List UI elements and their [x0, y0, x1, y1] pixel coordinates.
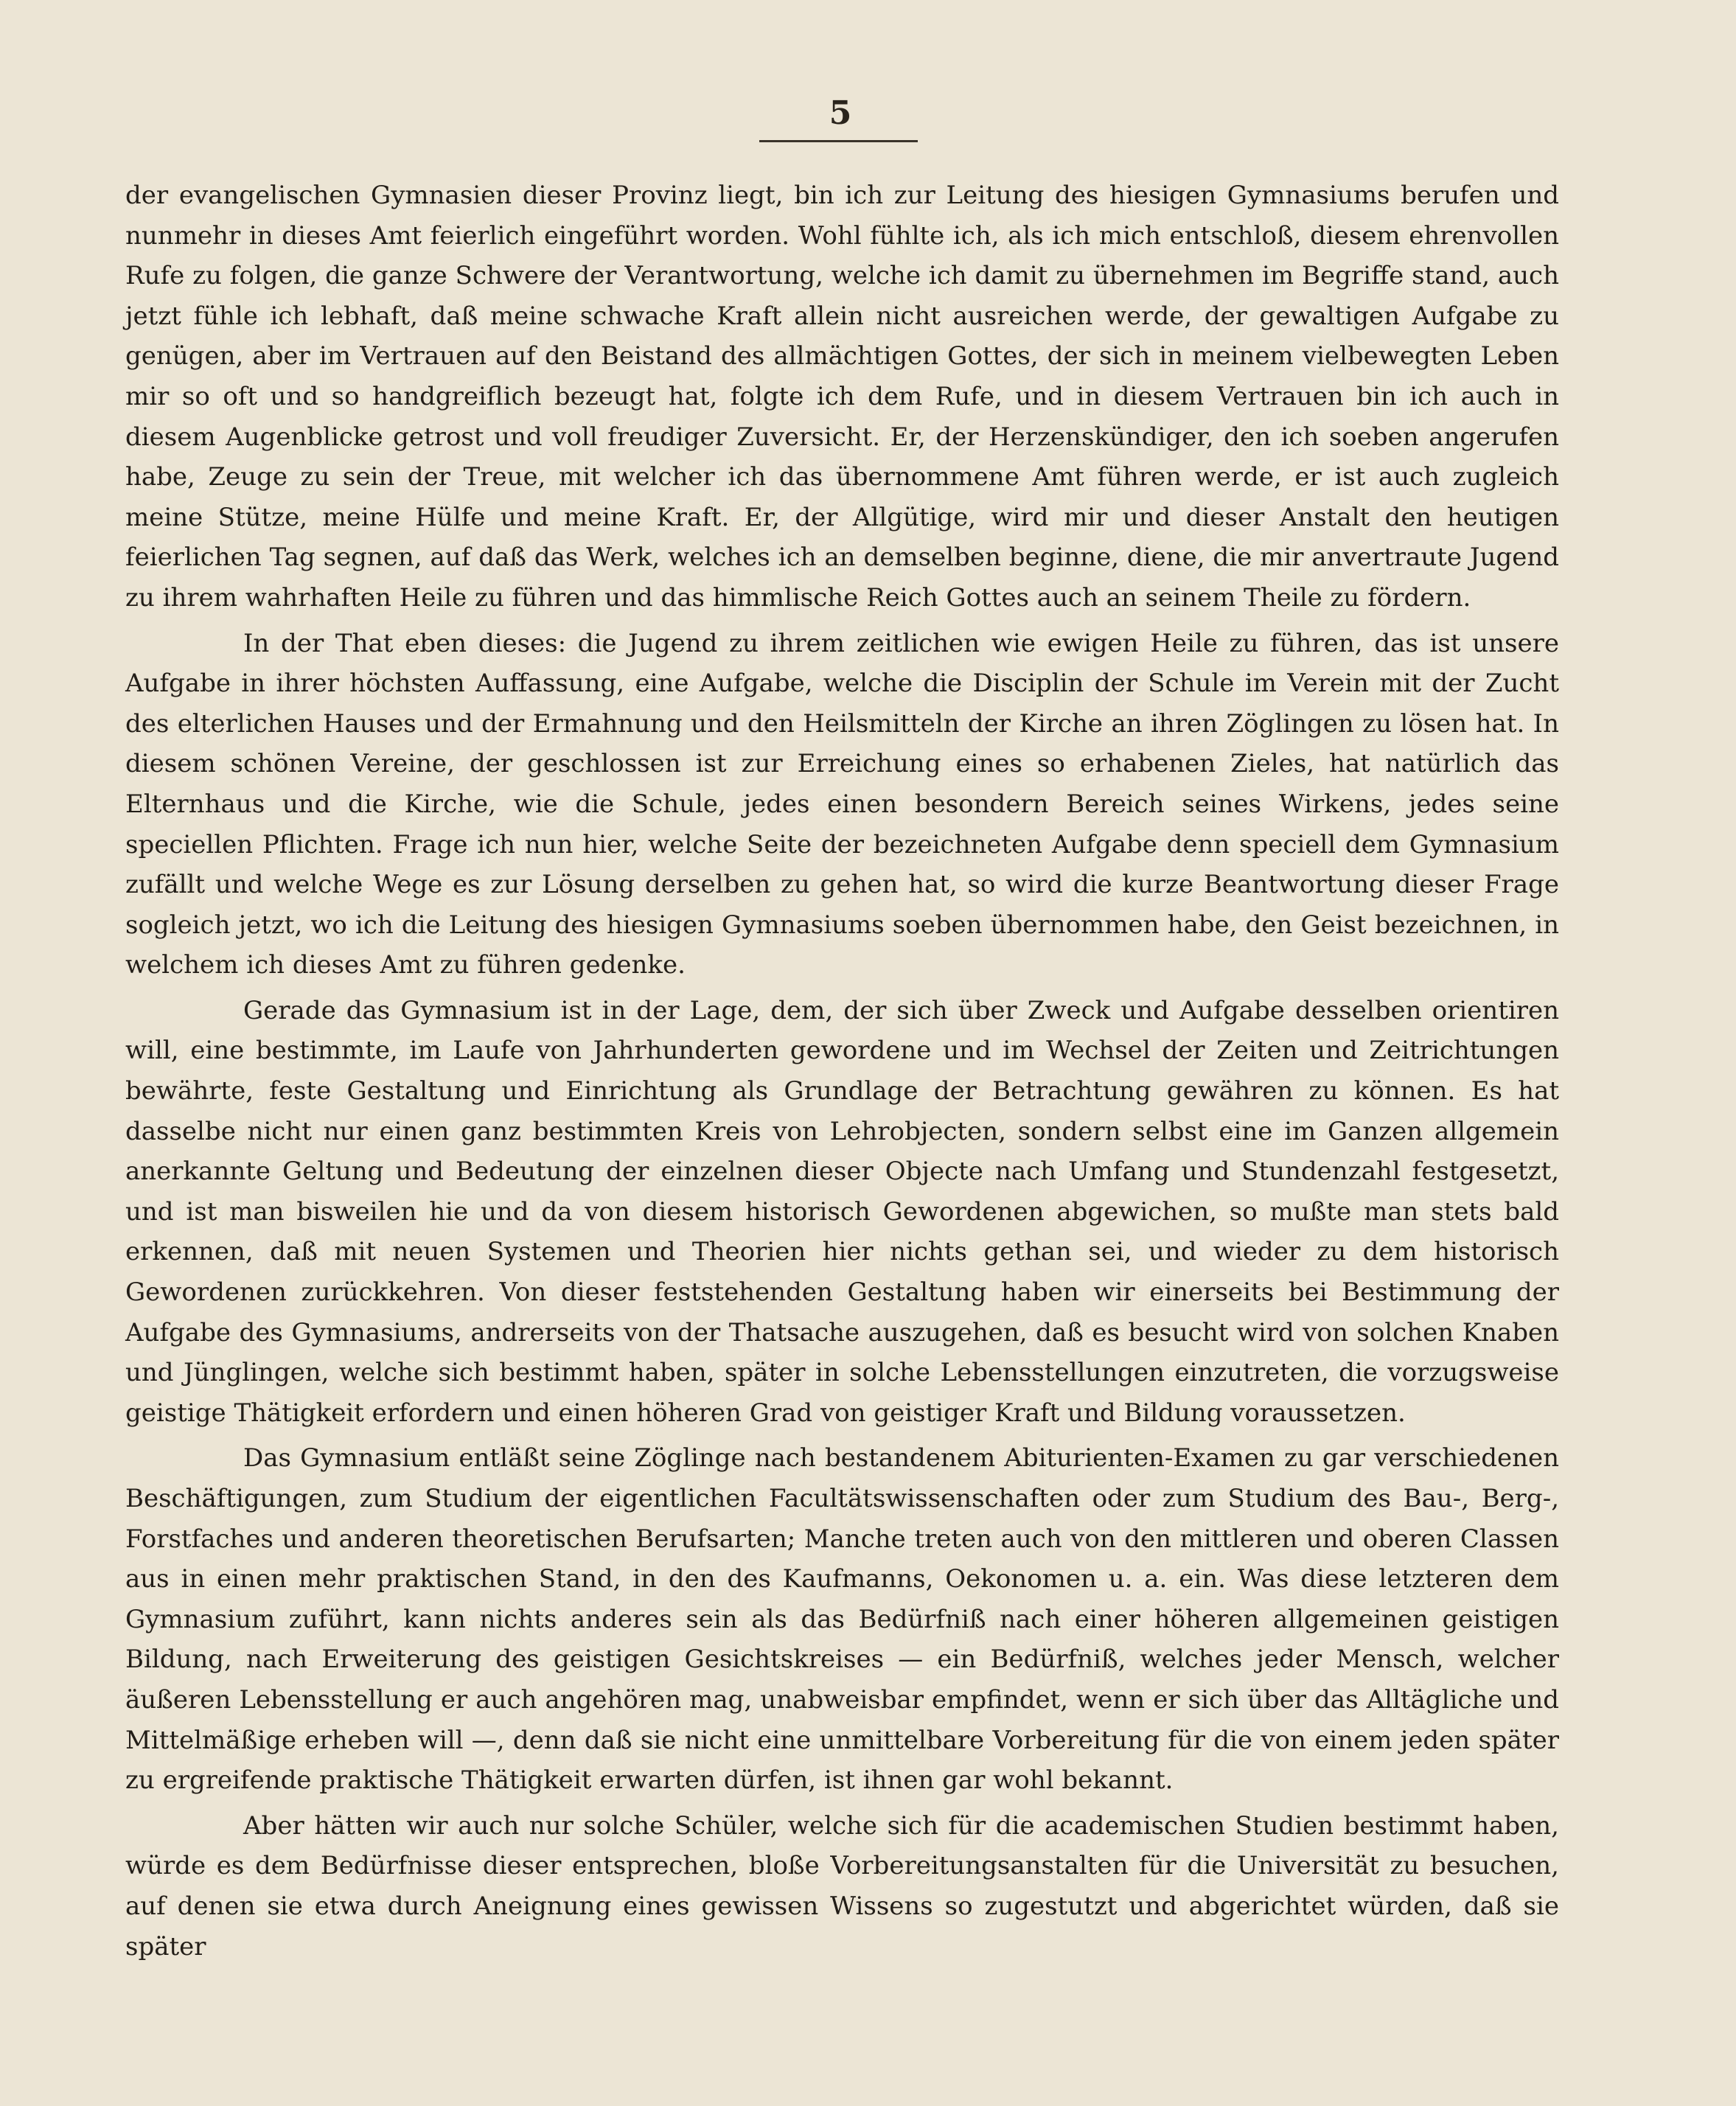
paragraph-5: Aber hätten wir auch nur solche Schüler, welche sich für die academischen Studien bestimmt haben, würde es dem Bedürfnisse dieser entsprechen, bloße Vorbereitungsanstalten für die Universität zu besuchen, auf denen sie etwa durch Aneignung eines gewissen Wissens so zugestutzt und abgerichtet würden, daß sie später	[125, 1810, 1559, 1962]
page-number-rule	[759, 140, 918, 142]
paragraph-4: Das Gymnasium entläßt seine Zöglinge nach bestandenem Abiturienten-Examen zu gar verschiedenen Beschäftigungen, zum Studium der eigentlichen Facultätswissenschaften oder zum Studium des Bau-, Berg-, Forstfaches und anderen theoretischen Berufsarten; Manche treten auch von den mittleren und oberen Classen aus in einen mehr praktischen Stand, in den des Kaufmanns, Oekonomen u. a. ein. Was diese letzteren dem Gymnasium zuführt, kann nichts anderes sein als das Bedürfniß nach einer höheren allgemeinen geistigen Bildung, nach Erweiterung des geistigen Gesichtskreises — ein Bedürfniß, welches jeder Mensch, welcher äußeren Lebensstellung er auch angehören mag, unabweisbar empfindet, wenn er sich über das Alltägliche und Mittelmäßige erheben will —, denn daß sie nicht eine unmittelbare Vorbereitung für die von einem jeden später zu ergreifende praktische Thätigkeit erwarten dürfen, ist ihnen gar wohl bekannt.	[125, 1443, 1559, 1796]
page-number: 5	[829, 94, 852, 132]
paragraph-1: der evangelischen Gymnasien dieser Provinz liegt, bin ich zur Leitung des hiesigen Gymnasiums berufen und nunmehr in dieses Amt feierlich eingeführt worden. Wohl fühlte ich, als ich mich entschloß, diesem ehrenvollen Rufe zu folgen, die ganze Schwere der Verantwortung, welche ich damit zu übernehmen im Begriffe stand, auch jetzt fühle ich lebhaft, daß meine schwache Kraft allein nicht ausreichen werde, der gewaltigen Aufgabe zu genügen, aber im Vertrauen auf den Beistand des allmächtigen Gottes, der sich in meinem vielbewegten Leben mir so oft und so handgreiflich bezeugt hat, folgte ich dem Rufe, und in diesem Vertrauen bin ich auch in diesem Augenblicke getrost und voll freudiger Zuversicht. Er, der Herzenskündiger, den ich soeben angerufen habe, Zeuge zu sein der Treue, mit welcher ich das übernommene Amt führen werde, er ist auch zugleich meine Stütze, meine Hülfe und meine Kraft. Er, der Allgütige, wird mir und dieser Anstalt den heutigen feierlichen Tag segnen, auf daß das Werk, welches ich an demselben beginne, diene, die mir anvertraute Jugend zu ihrem wahrhaften Heile zu führen und das himmlische Reich Gottes auch an seinem Theile zu fördern.	[125, 181, 1559, 613]
paragraph-2: In der That eben dieses: die Jugend zu ihrem zeitlichen wie ewigen Heile zu führen, das ist unsere Aufgabe in ihrer höchsten Auffassung, eine Aufgabe, welche die Disciplin der Schule im Verein mit der Zucht des elterlichen Hauses und der Ermahnung und den Heilsmitteln der Kirche an ihren Zöglingen zu lösen hat. In diesem schönen Vereine, der geschlossen ist zur Erreichung eines so erhabenen Zieles, hat natürlich das Elternhaus und die Kirche, wie die Schule, jedes einen besondern Bereich seines Wirkens, jedes seine speciellen Pflichten. Frage ich nun hier, welche Seite der bezeichneten Aufgabe denn speciell dem Gymnasium zufällt und welche Wege es zur Lösung derselben zu gehen hat, so wird die kurze Beantwortung dieser Frage sogleich jetzt, wo ich die Leitung des hiesigen Gymnasiums soeben übernommen habe, den Geist bezeichnen, in welchem ich dieses Amt zu führen gedenke.	[125, 628, 1559, 980]
body-text	[125, 175, 1559, 1972]
paragraph-3: Gerade das Gymnasium ist in der Lage, dem, der sich über Zweck und Aufgabe desselben orientiren will, eine bestimmte, im Laufe von Jahrhunderten gewordene und im Wechsel der Zeiten und Zeitrichtungen bewährte, feste Gestaltung und Einrichtung als Grundlage der Betrachtung gewähren zu können. Es hat dasselbe nicht nur einen ganz bestimmten Kreis von Lehrobjecten, sondern selbst eine im Ganzen allgemein anerkannte Geltung und Bedeutung der einzelnen dieser Objecte nach Umfang und Stundenzahl festgesetzt, und ist man bisweilen hie und da von diesem historisch Gewordenen abgewichen, so mußte man stets bald erkennen, daß mit neuen Systemen und Theorien hier nichts gethan sei, und wieder zu dem historisch Gewordenen zurückkehren. Von dieser feststehenden Gestaltung haben wir einerseits bei Bestimmung der Aufgabe des Gymnasiums, andrerseits von der Thatsache auszugehen, daß es besucht wird von solchen Knaben und Jünglingen, welche sich bestimmt haben, später in solche Lebensstellungen einzutreten, die vorzugsweise geistige Thätigkeit erfordern und einen höheren Grad von geistiger Kraft und Bildung voraussetzen.	[125, 995, 1559, 1428]
